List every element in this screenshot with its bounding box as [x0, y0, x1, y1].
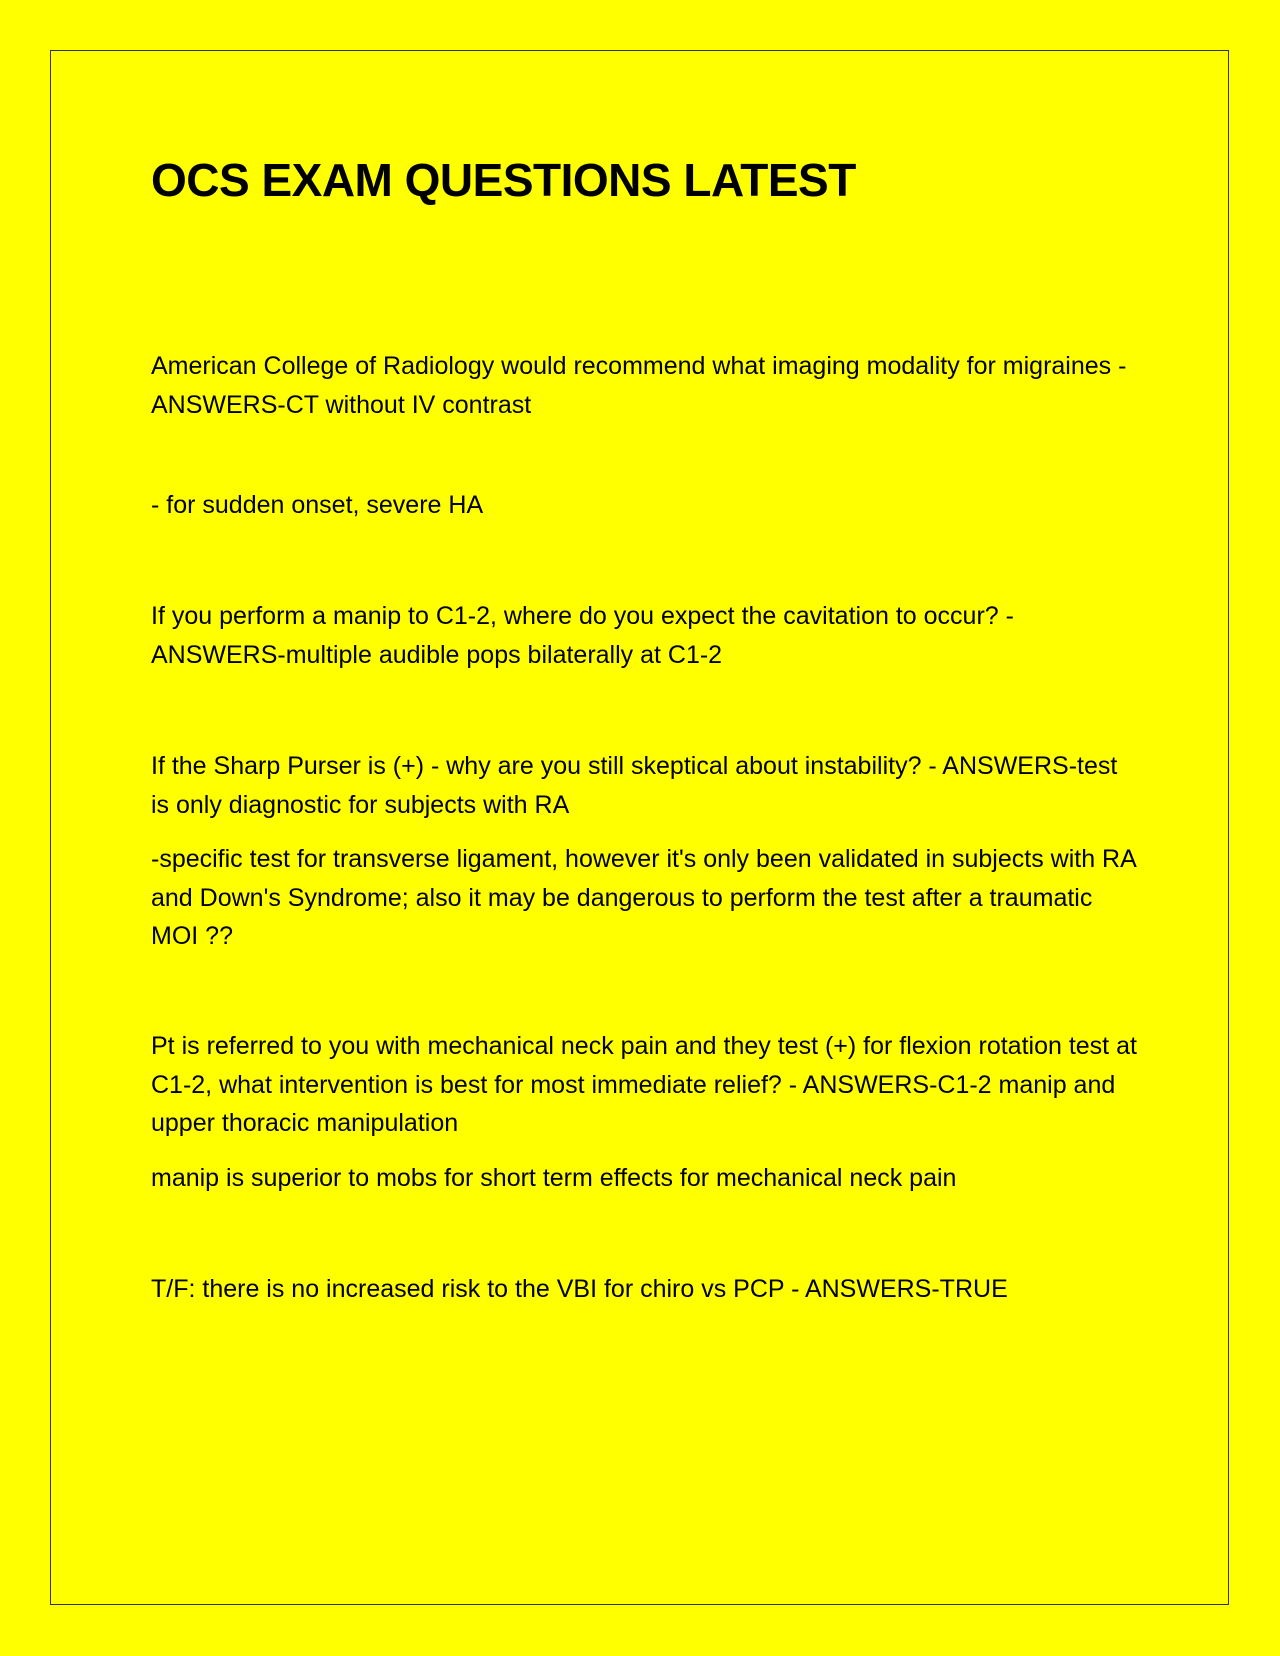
qa-paragraph-5: -specific test for transverse ligament, however it's only been validated in subjects with RA and Down's Syndrome; also it may be dangerous to perform the test after a traumatic MOI ?? — [151, 845, 1136, 950]
qa-paragraph-4: If the Sharp Purser is (+) - why are you still skeptical about instability? - ANSWERS-test is only diagnostic for subjects with RA — [151, 752, 1118, 819]
qa-paragraph-8: T/F: there is no increased risk to the VBI for chiro vs PCP - ANSWERS-TRUE — [151, 1275, 1008, 1303]
page-border — [50, 50, 1229, 1605]
qa-paragraph-7: manip is superior to mobs for short term effects for mechanical neck pain — [151, 1164, 957, 1192]
qa-paragraph-6: Pt is referred to you with mechanical neck pain and they test (+) for flexion rotation test at C1-2, what intervention is best for most immediate relief? - ANSWERS-C1-2 manip and upper thoracic manipulation — [151, 1032, 1137, 1137]
document-content — [151, 150, 1141, 1303]
qa-paragraph-2: - for sudden onset, severe HA — [151, 491, 484, 519]
qa-paragraph-3: If you perform a manip to C1-2, where do you expect the cavitation to occur? - ANSWERS-multiple audible pops bilaterally at C1-2 — [151, 602, 1014, 669]
qa-paragraph-1: American College of Radiology would recommend what imaging modality for migraines - ANSWERS-CT without IV contrast — [151, 352, 1127, 419]
document-title: OCS EXAM QUESTIONS LATEST — [151, 154, 856, 206]
